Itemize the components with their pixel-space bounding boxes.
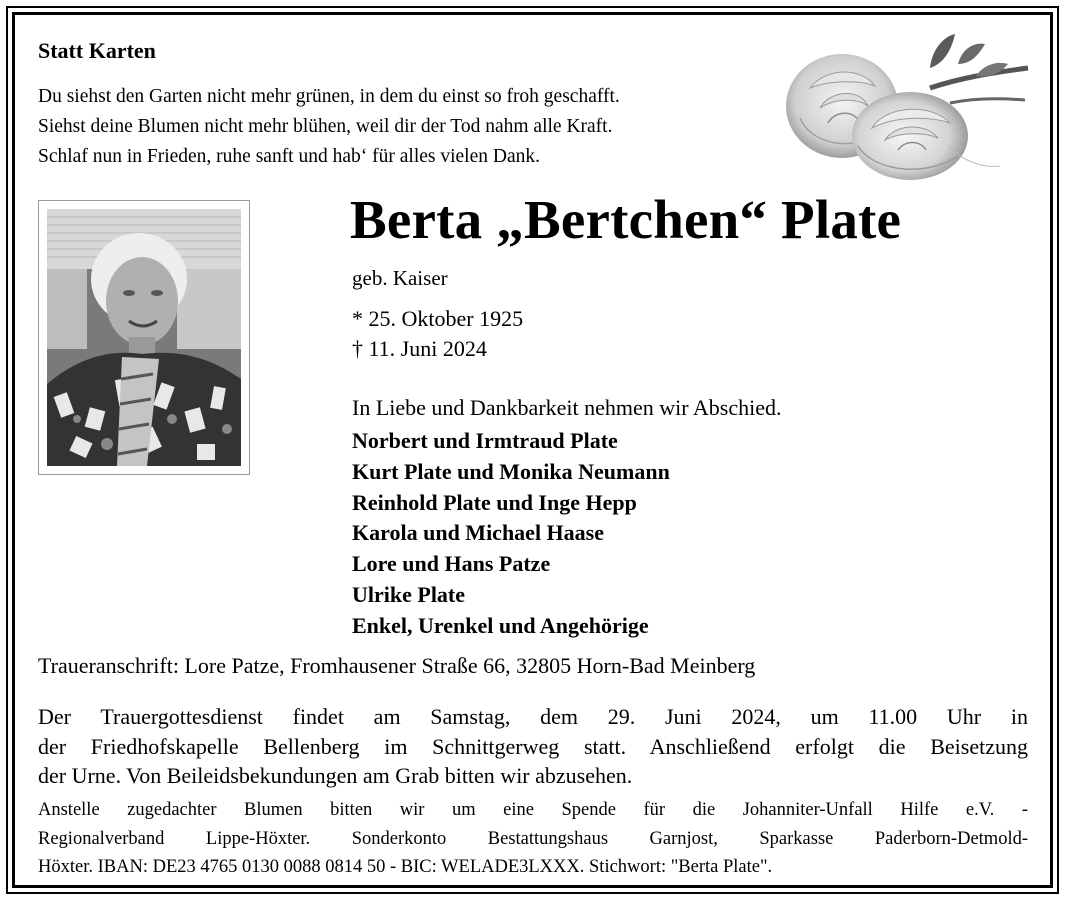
mourning-address: Traueranschrift: Lore Patze, Fromhausener Straße 66, 32805 Horn-Bad Meinberg [38, 653, 756, 678]
service-announcement [38, 702, 1028, 791]
death-date: † 11. Juni 2024 [352, 336, 487, 361]
mourner-entry: Lore und Hans Patze [352, 551, 551, 577]
donation-line: Anstelle zugedachter Blumen bitten wir um eine Spende für die Johanniter-Unfall Hilfe e.V. - [38, 800, 1028, 820]
poem-line: Siehst deine Blumen nicht mehr blühen, weil dir der Tod nahm alle Kraft. [38, 116, 613, 137]
mourner-entry: Kurt Plate und Monika Neumann [352, 458, 670, 484]
portrait-photo [47, 209, 241, 466]
life-dates [352, 304, 523, 364]
roses-illustration [780, 28, 1032, 183]
poem-line: Schlaf nun in Frieden, ruhe sanft und hab‘ für alles vielen Dank. [38, 146, 540, 167]
portrait-frame [38, 200, 250, 475]
donation-request [38, 796, 1028, 882]
service-line: der Urne. Von Beileidsbekundungen am Grab bitten wir abzusehen. [38, 763, 633, 788]
mourners-list [352, 426, 670, 642]
poem [38, 82, 620, 172]
notice-heading: Statt Karten [38, 38, 156, 63]
donation-line: Regionalverband Lippe-Höxter. Sonderkonto Bestattungshaus Garnjost, Sparkasse Paderborn-Detmold- [38, 828, 1028, 849]
birth-name: geb. Kaiser [352, 266, 448, 290]
mourner-entry: Reinhold Plate und Inge Hepp [352, 489, 637, 515]
poem-line: Du siehst den Garten nicht mehr grünen, in dem du einst so froh geschafft. [38, 86, 620, 107]
farewell-line: In Liebe und Dankbarkeit nehmen wir Abschied. [352, 395, 782, 420]
donation-line: Höxter. IBAN: DE23 4765 0130 0088 0814 50 - BIC: WELADE3LXXX. Stichwort: "Berta Plate". [38, 857, 773, 877]
service-line: Der Trauergottesdienst findet am Samstag, dem 29. Juni 2024, um 11.00 Uhr in [38, 704, 1028, 729]
mourner-entry: Ulrike Plate [352, 581, 466, 607]
deceased-name: Berta „Bertchen“ Plate [350, 189, 902, 250]
birth-date: * 25. Oktober 1925 [352, 306, 524, 331]
mourner-entry: Karola und Michael Haase [352, 520, 604, 546]
mourner-entry: Norbert und Irmtraud Plate [352, 428, 618, 453]
mourner-entry: Enkel, Urenkel und Angehörige [352, 612, 649, 638]
service-line: der Friedhofskapelle Bellenberg im Schnittgerweg statt. Anschließend erfolgt die Beisetzung [38, 733, 1028, 759]
